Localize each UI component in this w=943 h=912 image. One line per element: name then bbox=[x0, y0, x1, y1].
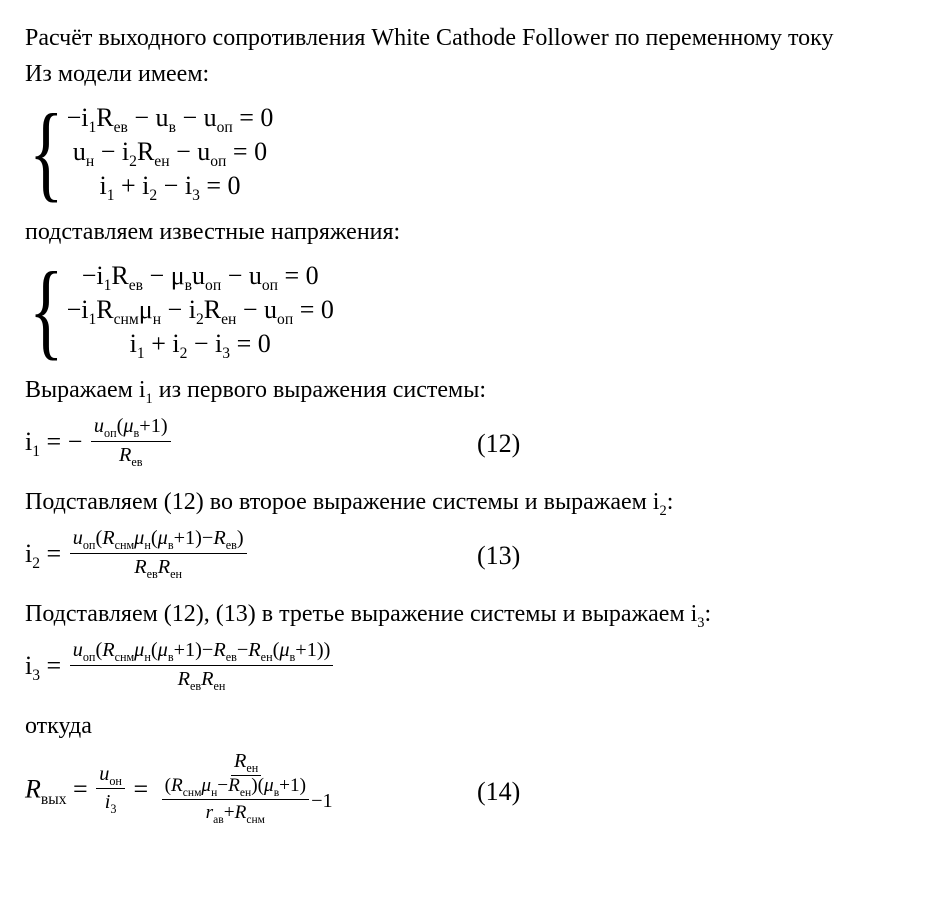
system-2-row-3: $i_1 + i_2 - i_3 = 0$ bbox=[129, 329, 271, 363]
left-brace-icon: { bbox=[29, 92, 64, 212]
equation-13-number: (13) bbox=[477, 541, 521, 570]
equation-13 bbox=[25, 528, 925, 584]
equation-14 bbox=[25, 752, 925, 832]
equation-i3-math: $i_3$ = $\frac{u_{оп}(R_{снм}\mu_н(\mu_в+1)-R_{ев}-R_{ен}(\mu_в+1))}{R_{ев}R_{ен}}$ bbox=[25, 641, 335, 695]
equation-14-number: (14) bbox=[477, 776, 521, 806]
otkuda-text: откуда bbox=[25, 713, 92, 739]
equation-14-math: $R_{вых}$ = $\frac{u_{он}}{i_3}$ = $R_{ен}$ $\frac{(R_{снм}\mu_н-R_{ен})(\mu_в+1)}{r_{ав}+R_{снм}}$ −1 bbox=[25, 750, 333, 827]
system-2-row-2: $-i_1R_{снм}\mu_н - i_2R_{ен} - u_{оп} = 0$ bbox=[66, 295, 334, 329]
system-1-row-2: $u_н - i_2R_{ен} - u_{оп} = 0$ bbox=[72, 137, 268, 171]
equation-12-math: $i_1$ = − $\frac{u_{оп}(\mu_в+1)}{R_{ев}}$ bbox=[25, 417, 173, 471]
express-i1-text: Выражаем $i_1$ из первого выражения системы: bbox=[25, 377, 486, 407]
substitute-12-13-text: Подставляем (12), (13) в третье выражение системы и выражаем $i_3$: bbox=[25, 601, 712, 631]
equation-system-1 bbox=[29, 92, 925, 212]
system-1-row-1: $-i_1R_{ев} - u_в - u_{оп} = 0$ bbox=[66, 103, 274, 137]
system-1-rows bbox=[67, 101, 274, 203]
substitute-voltages-text: подставляем известные напряжения: bbox=[25, 219, 401, 245]
equation-13-math: $i_2$ = $\frac{u_{оп}(R_{снм}\mu_н(\mu_в+1)-R_{ев})}{R_{ев}R_{ен}}$ bbox=[25, 529, 249, 583]
system-1-row-3: $i_1 + i_2 - i_3 = 0$ bbox=[99, 171, 241, 205]
left-brace-icon: { bbox=[29, 250, 64, 370]
equation-system-2 bbox=[29, 250, 925, 370]
intro-text: Из модели имеем: bbox=[25, 61, 210, 87]
equation-i3 bbox=[25, 640, 925, 696]
equation-12-number: (12) bbox=[477, 429, 521, 458]
substitute-12-text: Подставляем (12) во второе выражение системы и выражаем $i_2$: bbox=[25, 489, 674, 519]
page-title: Расчёт выходного сопротивления White Cathode Follower по переменному току bbox=[25, 25, 834, 51]
system-2-row-1: $-i_1R_{ев} - \mu_вu_{оп} - u_{оп} = 0$ bbox=[81, 261, 319, 295]
equation-12 bbox=[25, 416, 925, 472]
system-2-rows bbox=[67, 259, 334, 361]
